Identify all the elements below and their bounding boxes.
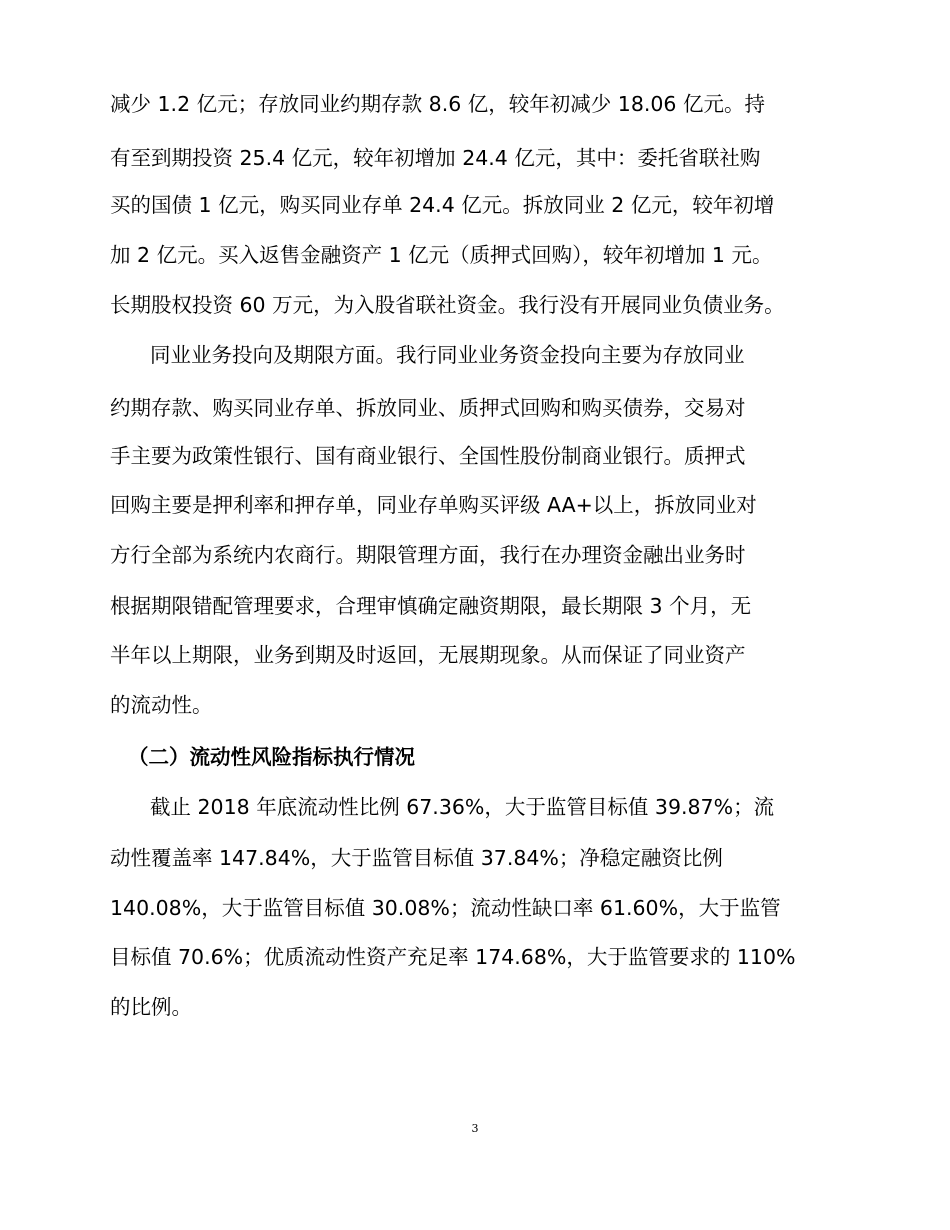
paragraph-1-line-4: 加 2 亿元。买入返售金融资产 1 亿元（质押式回购），较年初增加 1 元。	[110, 243, 773, 267]
paragraph-1-line-1: 减少 1.2 亿元；存放同业约期存款 8.6 亿，较年初减少 18.06 亿元。持	[110, 92, 765, 116]
section-heading: （二）流动性风险指标执行情况	[128, 745, 415, 769]
paragraph-1-line-5: 长期股权投资 60 万元，为入股省联社资金。我行没有开展同业负债业务。	[110, 293, 785, 317]
paragraph-2-line-3: 手主要为政策性银行、国有商业银行、全国性股份制商业银行。质押式	[110, 444, 746, 468]
paragraph-2-line-7: 半年以上期限，业务到期及时返回，无展期现象。从而保证了同业资产	[110, 643, 746, 667]
paragraph-2-line-2: 约期存款、购买同业存单、拆放同业、质押式回购和购买债券，交易对	[110, 396, 746, 420]
paragraph-3-line-1: 截止 2018 年底流动性比例 67.36%，大于监管目标值 39.87%；流	[150, 795, 775, 819]
paragraph-3-line-3: 140.08%，大于监管目标值 30.08%；流动性缺口率 61.60%，大于监管	[110, 896, 781, 920]
paragraph-3-line-2: 动性覆盖率 147.84%，大于监管目标值 37.84%；净稳定融资比例	[110, 846, 723, 870]
paragraph-1-line-2: 有至到期投资 25.4 亿元，较年初增加 24.4 亿元，其中：委托省联社购	[110, 146, 761, 170]
page-number: 3	[471, 1122, 479, 1135]
paragraph-2-line-6: 根据期限错配管理要求，合理审慎确定融资期限，最长期限 3 个月，无	[110, 594, 752, 618]
paragraph-2-line-8: 的流动性。	[110, 693, 213, 717]
paragraph-2-line-1: 同业业务投向及期限方面。我行同业业务资金投向主要为存放同业	[150, 343, 745, 367]
paragraph-1-line-3: 买的国债 1 亿元，购买同业存单 24.4 亿元。拆放同业 2 亿元，较年初增	[110, 193, 775, 217]
paragraph-2-line-4: 回购主要是押利率和押存单，同业存单购买评级 AA+以上，拆放同业对	[110, 493, 757, 517]
paragraph-2-line-5: 方行全部为系统内农商行。期限管理方面，我行在办理资金融出业务时	[110, 543, 746, 567]
paragraph-3-line-4: 目标值 70.6%；优质流动性资产充足率 174.68%，大于监管要求的 110%	[110, 945, 796, 969]
paragraph-3-line-5: 的比例。	[110, 995, 192, 1019]
